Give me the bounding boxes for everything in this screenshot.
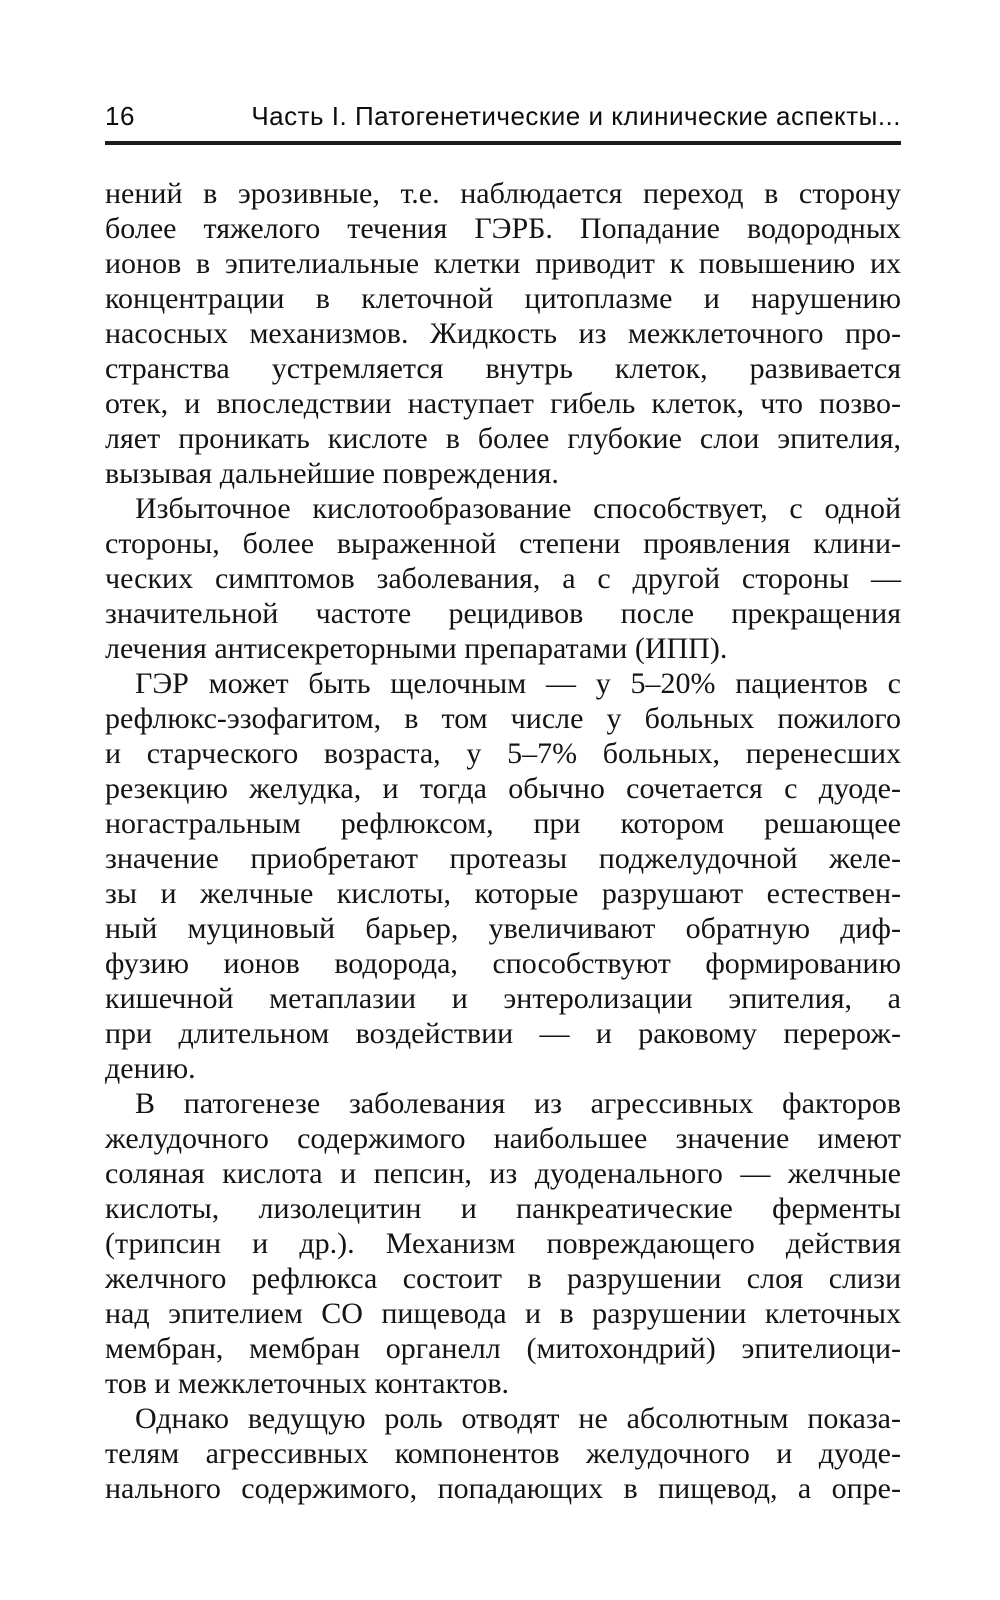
text-line: тов и межклеточных контактов.: [105, 1367, 510, 1400]
text-line: В патогенезе заболевания из агрессивных факторов: [135, 1087, 901, 1120]
text-line: отек, и впоследствии наступает гибель клеток, что позво-: [105, 387, 901, 420]
text-line: ляет проникать кислоте в более глубокие слои эпителия,: [105, 422, 901, 455]
text-line: странства устремляется внутрь клеток, развивается: [105, 352, 901, 385]
text-line: Однако ведущую роль отводят не абсолютным показа-: [135, 1402, 901, 1435]
text-line: желчного рефлюкса состоит в разрушении слоя слизи: [105, 1262, 901, 1295]
text-line: нений в эрозивные, т.е. наблюдается переход в сторону: [105, 177, 901, 210]
text-line: кишечной метаплазии и энтеролизации эпителия, а: [105, 982, 901, 1015]
text-line: ный муциновый барьер, увеличивают обратную диф-: [105, 912, 901, 945]
running-title: Часть I. Патогенетические и клинические аспекты...: [251, 101, 901, 131]
text-line: более тяжелого течения ГЭРБ. Попадание водородных: [105, 212, 901, 245]
text-line: мембран, мембран органелл (митохондрий) эпителиоци-: [105, 1332, 901, 1365]
text-line: ногастральным рефлюксом, при котором решающее: [105, 807, 901, 840]
text-line: кислоты, лизолецитин и панкреатические ферменты: [105, 1192, 901, 1225]
text-line: Избыточное кислотообразование способствует, с одной: [135, 492, 901, 525]
text-line: значение приобретают протеазы поджелудочной желе-: [105, 842, 901, 875]
text-line: лечения антисекреторными препаратами (ИПП).: [105, 632, 728, 665]
text-line: соляная кислота и пепсин, из дуоденального — желчные: [105, 1157, 901, 1190]
text-line: ионов в эпителиальные клетки приводит к повышению их: [105, 247, 901, 280]
text-line: фузию ионов водорода, способствуют формированию: [105, 947, 901, 980]
text-line: значительной частоте рецидивов после прекращения: [105, 597, 901, 630]
text-line: стороны, более выраженной степени проявления клини-: [105, 527, 901, 560]
text-line: дению.: [105, 1052, 196, 1085]
text-line: (трипсин и др.). Механизм повреждающего действия: [105, 1227, 901, 1260]
text-line: желудочного содержимого наибольшее значение имеют: [105, 1122, 901, 1155]
page-header: [105, 0, 901, 145]
text-line: при длительном воздействии — и раковому перерож-: [105, 1017, 901, 1050]
page-number: 16: [105, 101, 135, 131]
text-line: насосных механизмов. Жидкость из межклеточного про-: [105, 317, 901, 350]
text-line: нального содержимого, попадающих в пищевод, а опре-: [105, 1472, 901, 1505]
text-line: над эпителием СО пищевода и в разрушении клеточных: [105, 1297, 901, 1330]
body-text: [105, 176, 901, 1506]
text-line: резекцию желудка, и тогда обычно сочетается с дуоде-: [105, 772, 901, 805]
text-line: телям агрессивных компонентов желудочного и дуоде-: [105, 1437, 901, 1470]
text-line: ческих симптомов заболевания, а с другой стороны —: [105, 562, 901, 595]
page-content: [105, 0, 901, 1506]
text-line: ГЭР может быть щелочным — у 5–20% пациентов с: [135, 667, 901, 700]
text-line: вызывая дальнейшие повреждения.: [105, 457, 559, 490]
text-line: рефлюкс-эзофагитом, в том числе у больных пожилого: [105, 702, 901, 735]
text-line: концентрации в клеточной цитоплазме и нарушению: [105, 282, 901, 315]
text-line: зы и желчные кислоты, которые разрушают естествен-: [105, 877, 901, 910]
text-line: и старческого возраста, у 5–7% больных, перенесших: [105, 737, 901, 770]
